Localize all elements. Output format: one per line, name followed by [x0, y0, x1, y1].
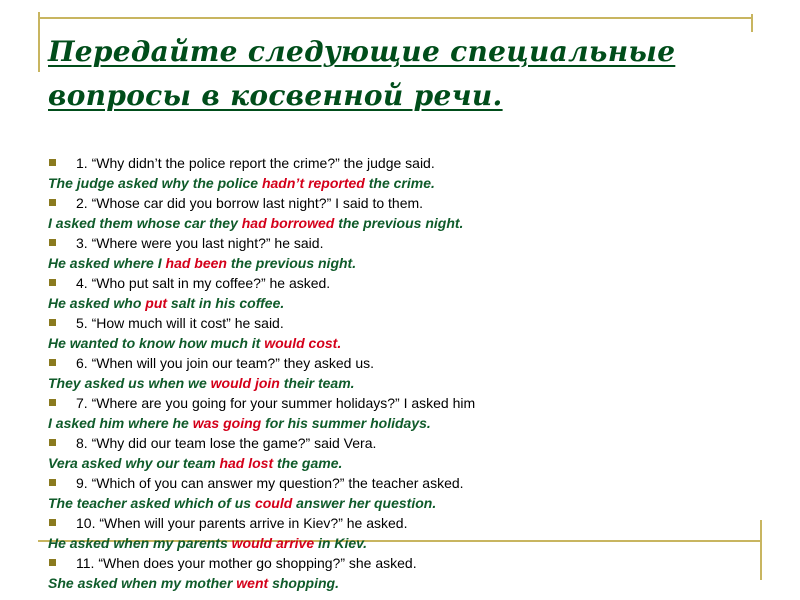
answer-verb-highlight: had been [165, 255, 227, 271]
answer-verb-highlight: would join [210, 375, 280, 391]
question-item [48, 193, 768, 213]
question-text: 4. “Who put salt in my coffee?” he asked. [76, 275, 331, 291]
question-text: 3. “Where were you last night?” he said. [76, 235, 324, 251]
answer-line [48, 333, 768, 353]
answer-text: I asked him where he [48, 415, 193, 431]
square-bullet-icon [49, 199, 56, 206]
answer-text-end: answer her question. [292, 495, 437, 511]
answer-text-end: the game. [273, 455, 343, 471]
answer-verb-highlight: put [145, 295, 168, 311]
answer-verb-highlight: had lost [219, 455, 274, 471]
answer-line [48, 213, 768, 233]
question-item [48, 233, 768, 253]
answer-text: The judge asked why the police [48, 175, 262, 191]
answer-text: He asked who [48, 295, 146, 311]
question-text: 11. “When does your mother go shopping?” she asked. [76, 555, 417, 571]
answer-text-end: in Kiev. [314, 535, 368, 551]
square-bullet-icon [49, 159, 56, 166]
answer-verb-highlight: had borrowed [241, 215, 335, 231]
question-item [48, 353, 768, 373]
question-item [48, 273, 768, 293]
answer-text-end: the previous night. [226, 255, 357, 271]
answer-line [48, 573, 768, 593]
answer-line [48, 413, 768, 433]
question-text: 6. “When will you join our team?” they asked us. [76, 355, 375, 371]
square-bullet-icon [49, 519, 56, 526]
frame-top-left-tick [38, 12, 40, 72]
question-item [48, 513, 768, 533]
answer-text-end: the previous night. [334, 215, 464, 231]
square-bullet-icon [49, 399, 56, 406]
answer-text: The teacher asked which of us [48, 495, 255, 511]
question-item [48, 153, 768, 173]
answer-line [48, 253, 768, 273]
exercise-list [48, 153, 768, 593]
square-bullet-icon [49, 359, 56, 366]
question-item [48, 473, 768, 493]
slide-title-line-2: вопросы в косвенной речи. [48, 79, 503, 112]
answer-verb-highlight: was going [192, 415, 262, 431]
answer-verb-highlight: hadn’t reported [261, 175, 365, 191]
question-item [48, 433, 768, 453]
question-item [48, 393, 768, 413]
question-text: 8. “Why did our team lose the game?” said Vera. [76, 435, 377, 451]
answer-line [48, 373, 768, 393]
answer-verb-highlight: went [236, 575, 269, 591]
question-item [48, 313, 768, 333]
square-bullet-icon [49, 239, 56, 246]
answer-text: I asked them whose car they [48, 215, 242, 231]
answer-text-end: the crime. [364, 175, 435, 191]
answer-text: He wanted to know how much it [48, 335, 265, 351]
answer-verb-highlight: would arrive [231, 535, 315, 551]
question-text: 5. “How much will it cost” he said. [76, 315, 284, 331]
question-text: 7. “Where are you going for your summer holidays?” I asked him [76, 395, 476, 411]
answer-line [48, 533, 768, 553]
square-bullet-icon [49, 439, 56, 446]
question-text: 1. “Why didn’t the police report the crime?” the judge said. [76, 155, 435, 171]
question-text: 10. “When will your parents arrive in Kiev?” he asked. [76, 515, 408, 531]
frame-top-line [38, 17, 753, 19]
answer-text-end: salt in his coffee. [167, 295, 285, 311]
answer-line [48, 293, 768, 313]
answer-verb-highlight: could [254, 495, 293, 511]
answer-verb-highlight: would cost. [264, 335, 342, 351]
question-text: 9. “Which of you can answer my question?” the teacher asked. [76, 475, 464, 491]
answer-text-end: shopping. [268, 575, 339, 591]
answer-text-end: for his summer holidays. [261, 415, 431, 431]
answer-text-end: their team. [279, 375, 355, 391]
question-text: 2. “Whose car did you borrow last night?” I said to them. [76, 195, 424, 211]
square-bullet-icon [49, 479, 56, 486]
answer-text: Vera asked why our team [48, 455, 220, 471]
question-item [48, 553, 768, 573]
answer-line [48, 493, 768, 513]
square-bullet-icon [49, 279, 56, 286]
answer-text: He asked when my parents [48, 535, 232, 551]
answer-line [48, 453, 768, 473]
square-bullet-icon [49, 559, 56, 566]
answer-text: He asked where I [48, 255, 166, 271]
slide-title-line-1: Передайте следующие специальные [48, 35, 676, 68]
answer-text: They asked us when we [48, 375, 211, 391]
slide-title [48, 30, 768, 118]
answer-line [48, 173, 768, 193]
answer-text: She asked when my mother [48, 575, 237, 591]
square-bullet-icon [49, 319, 56, 326]
